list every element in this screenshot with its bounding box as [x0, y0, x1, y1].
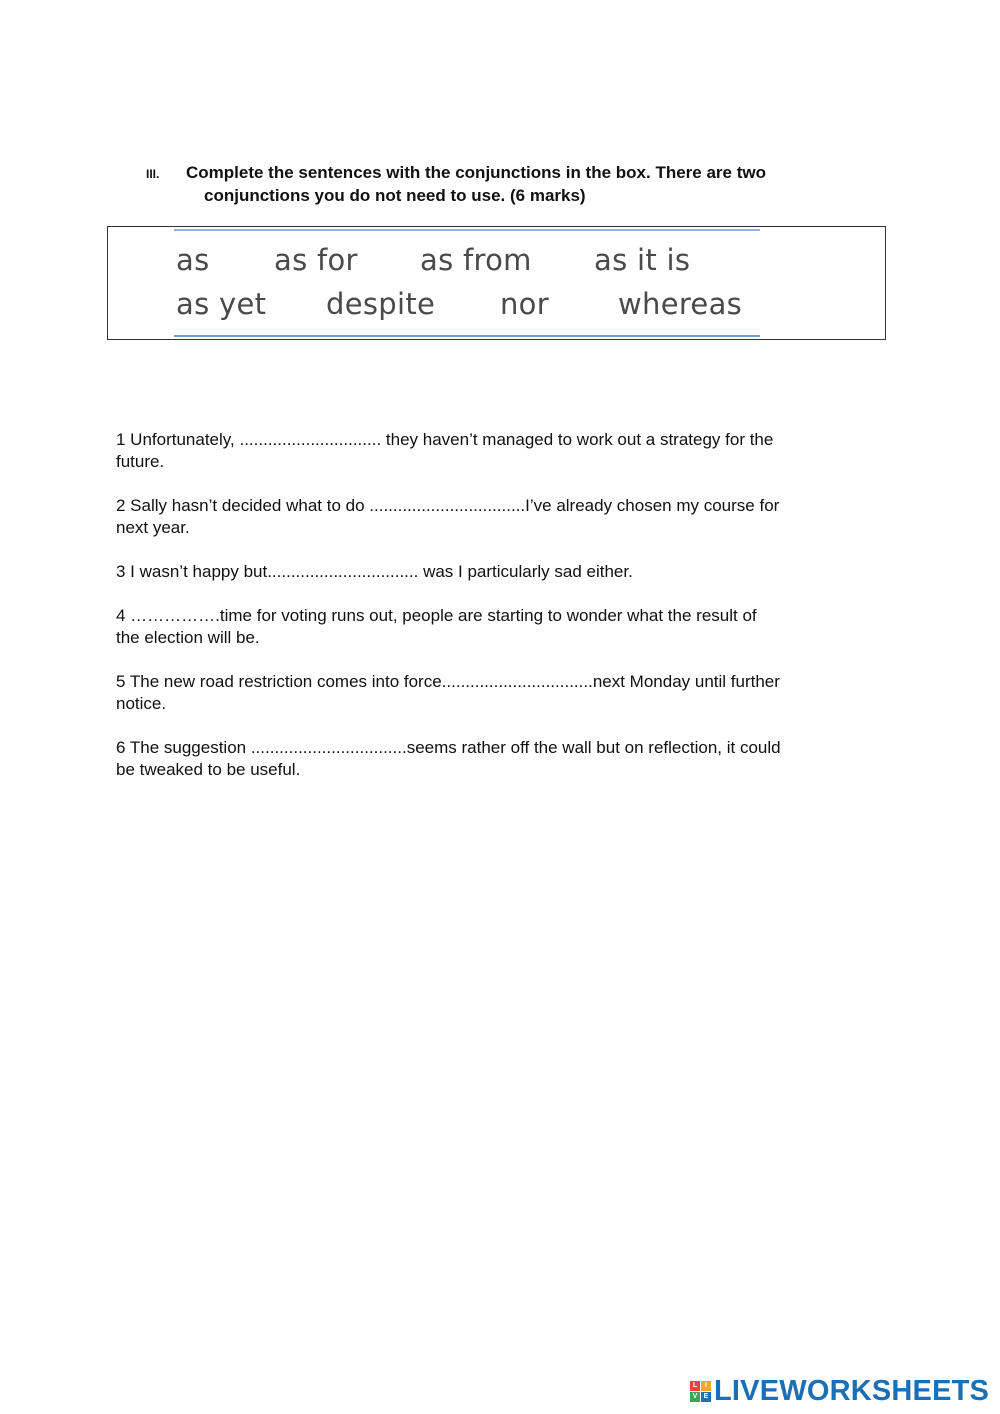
sentence-line-2: notice.	[116, 694, 167, 713]
sentence-list	[116, 429, 866, 803]
sentence-item	[116, 737, 866, 781]
exercise-number: III.	[146, 167, 160, 181]
sentence-line-1: 6 The suggestion .................................seems rather off the wall but on reflection, it could	[116, 738, 781, 757]
sentence-line-1: 2 Sally hasn’t decided what to do .................................I’ve already chosen my course for	[116, 496, 780, 515]
sentence-item	[116, 495, 866, 539]
logo-icon-tile: V	[690, 1392, 700, 1402]
sentence-item	[116, 605, 866, 649]
liveworksheets-logo	[690, 1376, 989, 1406]
word-option: as	[176, 243, 210, 277]
instruction-line-1: Complete the sentences with the conjunctions in the box. There are two	[186, 163, 766, 182]
logo-icon-tile: I	[701, 1381, 711, 1391]
word-option: as for	[274, 243, 358, 277]
sentence-item	[116, 429, 866, 473]
sentence-item	[116, 671, 866, 715]
logo-icon	[690, 1381, 711, 1402]
sentence-line-2: be tweaked to be useful.	[116, 760, 301, 779]
word-option: as from	[420, 243, 532, 277]
sentence-item	[116, 561, 866, 583]
sentence-line-1: 3 I wasn’t happy but................................ was I particularly sad either.	[116, 562, 633, 581]
logo-icon-tile: E	[701, 1392, 711, 1402]
logo-text: LIVEWORKSHEETS	[714, 1374, 990, 1407]
word-option: as yet	[176, 287, 267, 321]
sentence-line-2: future.	[116, 452, 165, 471]
sentence-line-1: 5 The new road restriction comes into force................................next Monday until further	[116, 672, 780, 691]
word-option: despite	[326, 287, 436, 321]
instruction-line-2: conjunctions you do not need to use. (6 marks)	[204, 186, 586, 205]
word-panel-top-rule	[174, 229, 760, 231]
conjunction-word-box	[107, 226, 886, 340]
word-option: whereas	[618, 287, 743, 321]
logo-icon-tile: L	[690, 1381, 700, 1391]
word-option: nor	[500, 287, 549, 321]
exercise-instruction	[146, 162, 866, 206]
word-panel-bottom-rule	[174, 335, 760, 337]
sentence-line-2: the election will be.	[116, 628, 260, 647]
sentence-line-1: 4 …………….time for voting runs out, people are starting to wonder what the result of	[116, 606, 757, 625]
sentence-line-2: next year.	[116, 518, 190, 537]
sentence-line-1: 1 Unfortunately, .............................. they haven’t managed to work out a strategy for the	[116, 430, 774, 449]
word-option: as it is	[594, 243, 691, 277]
